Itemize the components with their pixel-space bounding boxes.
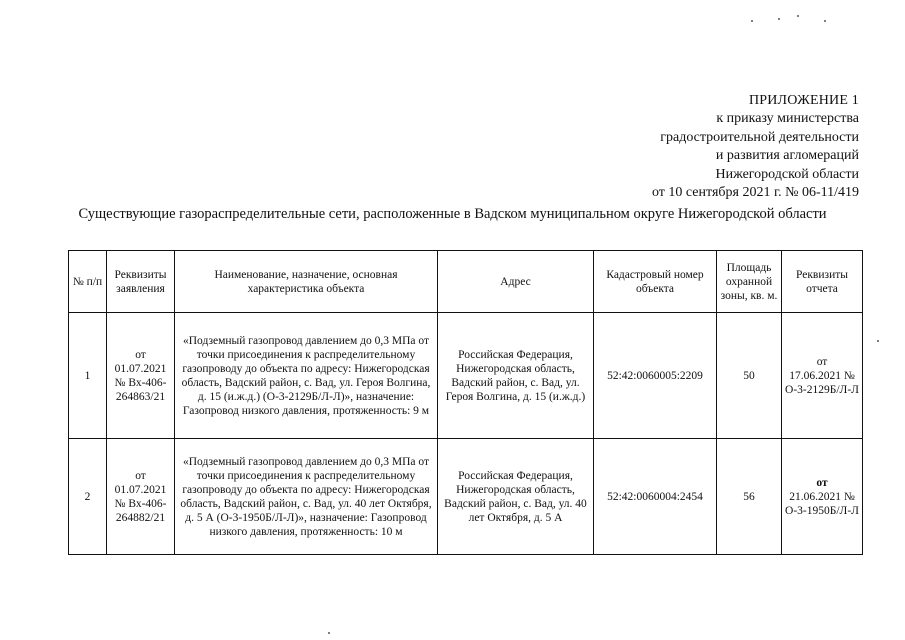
cell-application: от 01.07.2021 № Вх-406-264863/21 [107,313,175,439]
appendix-line: градостроительной деятельности [660,129,859,145]
cell-object: «Подземный газопровод давлением до 0,3 МПа от точки присоединения к распределительному газопроводу до объекта по адресу: Нижегородская область, Вадский район, с. Вад, ул. 40 лет Октября, д. 5 А (О-3-1950Б/Л-Л)», назначение: Газопровод низкого давления, протяженность: 10 м [175,439,438,555]
cell-num: 1 [69,313,107,439]
appendix-title: ПРИЛОЖЕНИЕ 1 [748,93,859,108]
cell-application: от 01.07.2021 № Вх-406-264882/21 [107,439,175,555]
appendix-date-line: от 10 сентября 2021 г. № 06-11/419 [651,185,859,201]
document-title: Существующие газораспределительные сети, расположенные в Вадском муниципальном округе Нижегородской области [78,206,827,222]
header-object: Наименование, назначение, основная характеристика объекта [175,251,438,313]
cell-address: Российская Федерация, Нижегородская область, Вадский район, с. Вад, ул. Героя Волгина, д. 15 (и.ж.д.) [438,313,594,439]
appendix-line: Нижегородской области [715,166,859,182]
cell-cadastral: 52:42:0060004:2454 [594,439,717,555]
report-prefix: от [816,355,828,368]
cell-object: «Подземный газопровод давлением до 0,3 МПа от точки присоединения к распределительному газопроводу до объекта по адресу: Нижегородская область, Вадский район, с. Вад, ул. Героя Волгина, д. 15 (и.ж.д.) (О-3-2129Б/Л-Л)», назначение: Газопровод низкого давления, протяженность: 9 м [175,313,438,439]
appendix-line: и развития агломераций [715,148,859,164]
scan-speck [778,18,780,20]
header-zone-area: Площадь охранной зоны, кв. м. [717,251,782,313]
header-application: Реквизиты заявления [107,251,175,313]
table-row [69,439,863,555]
header-num: № п/п [69,251,107,313]
cell-zone-area: 50 [717,313,782,439]
cell-cadastral: 52:42:0060005:2209 [594,313,717,439]
cell-zone-area: 56 [717,439,782,555]
cell-num: 2 [69,439,107,555]
header-report: Реквизиты отчета [782,251,863,313]
report-details: 21.06.2021 № О-3-1950Б/Л-Л [785,490,859,517]
cell-address: Российская Федерация, Нижегородская область, Вадский район, с. Вад, ул. 40 лет Октября, д. 5 А [438,439,594,555]
header-address: Адрес [438,251,594,313]
scan-speck [751,20,753,22]
table-row [69,313,863,439]
scan-speck [797,15,799,17]
table-header-row [69,251,863,313]
cell-report [782,439,863,555]
scan-speck [824,20,826,22]
appendix-header [652,92,859,202]
scan-speck [877,340,879,342]
cell-report [782,313,863,439]
appendix-line: к приказу министерства [716,111,859,127]
header-cadastral: Кадастровый номер объекта [594,251,717,313]
scan-speck [328,632,330,634]
report-prefix: от [816,476,828,489]
report-details: 17.06.2021 № О-3-2129Б/Л-Л [785,369,859,396]
gas-networks-table [68,250,863,555]
